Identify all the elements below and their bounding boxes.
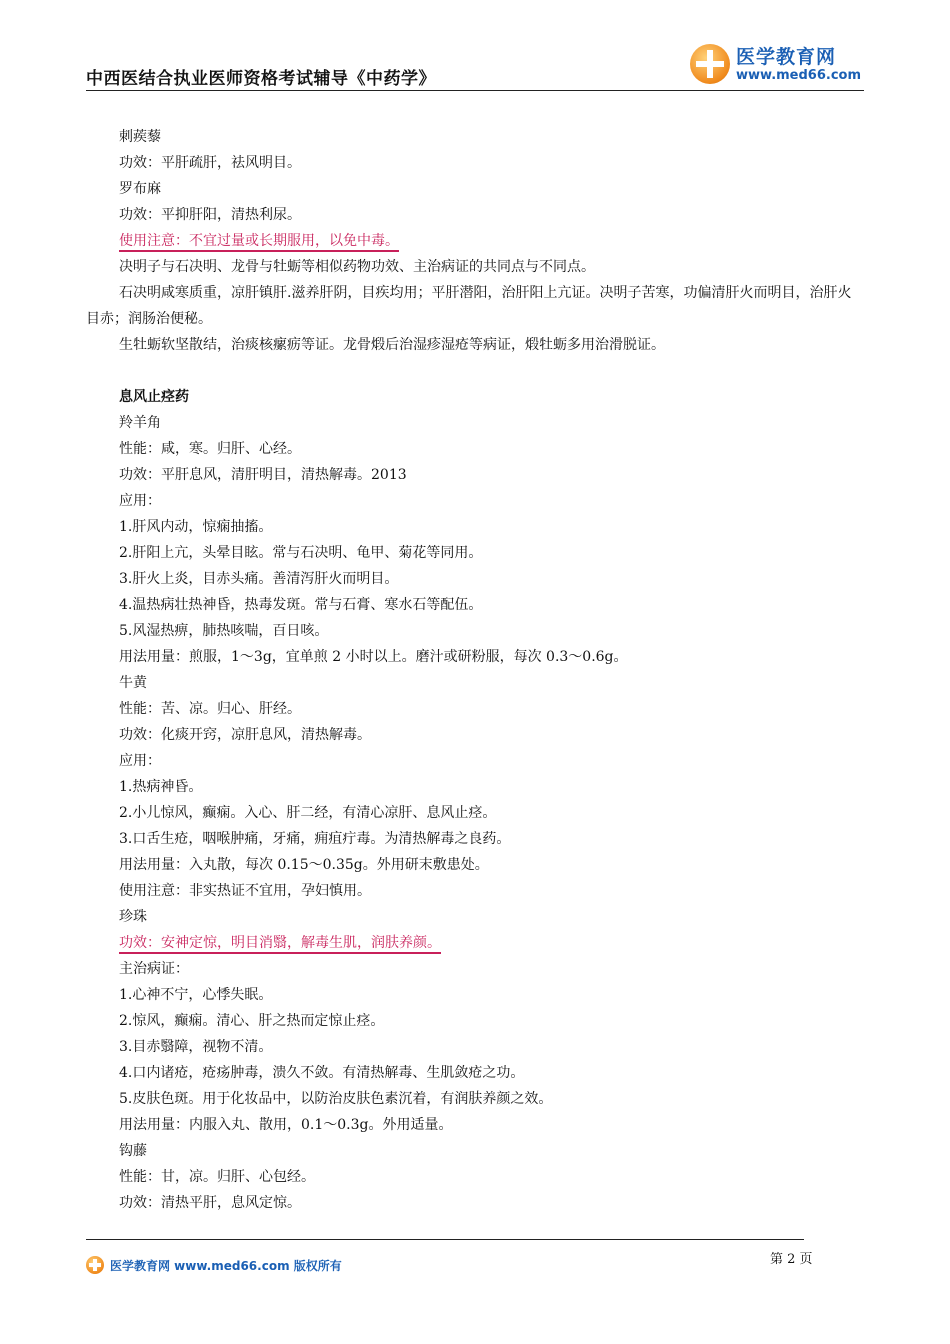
text-line: 功效：平肝疏肝，祛风明目。 — [119, 155, 301, 171]
text-line: 石决明咸寒质重，凉肝镇肝.滋养肝阴，目疾均用；平肝潜阳，治肝阳上亢证。决明子苦寒，功偏清肝火而明目，治肝火目赤；润肠治便秘。 — [86, 285, 852, 327]
text-line: 应用： — [119, 493, 161, 509]
text-line: 钩藤 — [119, 1143, 147, 1159]
text-line: 用法用量：煎服，1～3g，宜单煎 2 小时以上。磨汁或研粉服，每次 0.3～0.6g。 — [119, 649, 628, 665]
document-title: 中西医结合执业医师资格考试辅导《中药学》 — [86, 69, 436, 89]
text-line: 用法用量：内服入丸、散用，0.1～0.3g。外用适量。 — [119, 1117, 453, 1133]
logo-name: 医学教育网 — [736, 46, 837, 68]
text-line: 1.心神不宁，心悸失眠。 — [119, 987, 273, 1003]
text-line: 性能：苦、凉。归心、肝经。 — [119, 701, 301, 717]
page-number: 第 2 页 — [770, 1252, 813, 1267]
text-line: 刺蒺藜 — [119, 129, 161, 145]
footer-copyright: 医学教育网 www.med66.com 版权所有 — [110, 1258, 342, 1273]
text-line: 羚羊角 — [119, 415, 161, 431]
text-line: 1.热病神昏。 — [119, 779, 203, 795]
text-line: 功效：平肝息风，清肝明目，清热解毒。2013 — [119, 467, 407, 483]
text-line: 4.温热病壮热神昏，热毒发斑。常与石膏、寒水石等配伍。 — [119, 597, 483, 613]
text-line: 性能：甘，凉。归肝、心包经。 — [119, 1169, 315, 1185]
logo-url: www.med66.com — [736, 68, 862, 83]
text-line: 3.目赤翳障，视物不清。 — [119, 1039, 273, 1055]
medical-cross-icon — [86, 1256, 104, 1274]
text-line: 生牡蛎软坚散结，治痰核瘰疬等证。龙骨煅后治湿疹湿疮等病证，煅牡蛎多用治滑脱证。 — [119, 337, 665, 353]
text-line: 3.口舌生疮，咽喉肿痛，牙痛，痈疽疔毒。为清热解毒之良药。 — [119, 831, 511, 847]
text-line: 牛黄 — [119, 675, 147, 691]
footer-divider — [86, 1239, 804, 1240]
document-body — [86, 124, 864, 1216]
header-divider — [86, 90, 864, 91]
text-line: 2.惊风，癫痫。清心、肝之热而定惊止痉。 — [119, 1013, 385, 1029]
text-line: 2.肝阳上亢，头晕目眩。常与石决明、龟甲、菊花等同用。 — [119, 545, 483, 561]
text-line: 珍珠 — [119, 909, 147, 925]
text-line: 性能：咸，寒。归肝、心经。 — [119, 441, 301, 457]
blank-line — [86, 358, 864, 384]
site-logo[interactable] — [690, 38, 870, 90]
text-line: 使用注意：非实热证不宜用，孕妇慎用。 — [119, 883, 371, 899]
text-line — [86, 228, 864, 254]
medical-cross-icon — [690, 44, 730, 84]
text-line: 4.口内诸疮，疮疡肿毒，溃久不敛。有清热解毒、生肌敛疮之功。 — [119, 1065, 525, 1081]
text-line: 用法用量：入丸散，每次 0.15～0.35g。外用研末敷患处。 — [119, 857, 489, 873]
text-line: 应用： — [119, 753, 161, 769]
text-line: 功效：平抑肝阳，清热利尿。 — [119, 207, 301, 223]
highlighted-text: 使用注意：不宜过量或长期服用，以免中毒。 — [119, 233, 399, 252]
text-line — [86, 930, 864, 956]
footer-brand — [86, 1256, 342, 1274]
text-line: 决明子与石决明、龙骨与牡蛎等相似药物功效、主治病证的共同点与不同点。 — [119, 259, 595, 275]
text-line: 功效：化痰开窍，凉肝息风，清热解毒。 — [119, 727, 371, 743]
text-line: 主治病证： — [119, 961, 189, 977]
text-line: 3.肝火上炎，目赤头痛。善清泻肝火而明目。 — [119, 571, 399, 587]
text-line: 2.小儿惊风，癫痫。入心、肝二经，有清心凉肝、息风止痉。 — [119, 805, 497, 821]
text-line: 罗布麻 — [119, 181, 161, 197]
text-line: 5.皮肤色斑。用于化妆品中，以防治皮肤色素沉着，有润肤养颜之效。 — [119, 1091, 553, 1107]
text-line: 功效：清热平肝，息风定惊。 — [119, 1195, 301, 1211]
text-line: 5.风湿热痹，肺热咳喘，百日咳。 — [119, 623, 329, 639]
highlighted-text: 功效：安神定惊，明目消翳，解毒生肌，润肤养颜。 — [119, 935, 441, 954]
text-line: 1.肝风内动，惊痫抽搐。 — [119, 519, 273, 535]
section-heading: 息风止痉药 — [119, 389, 189, 405]
